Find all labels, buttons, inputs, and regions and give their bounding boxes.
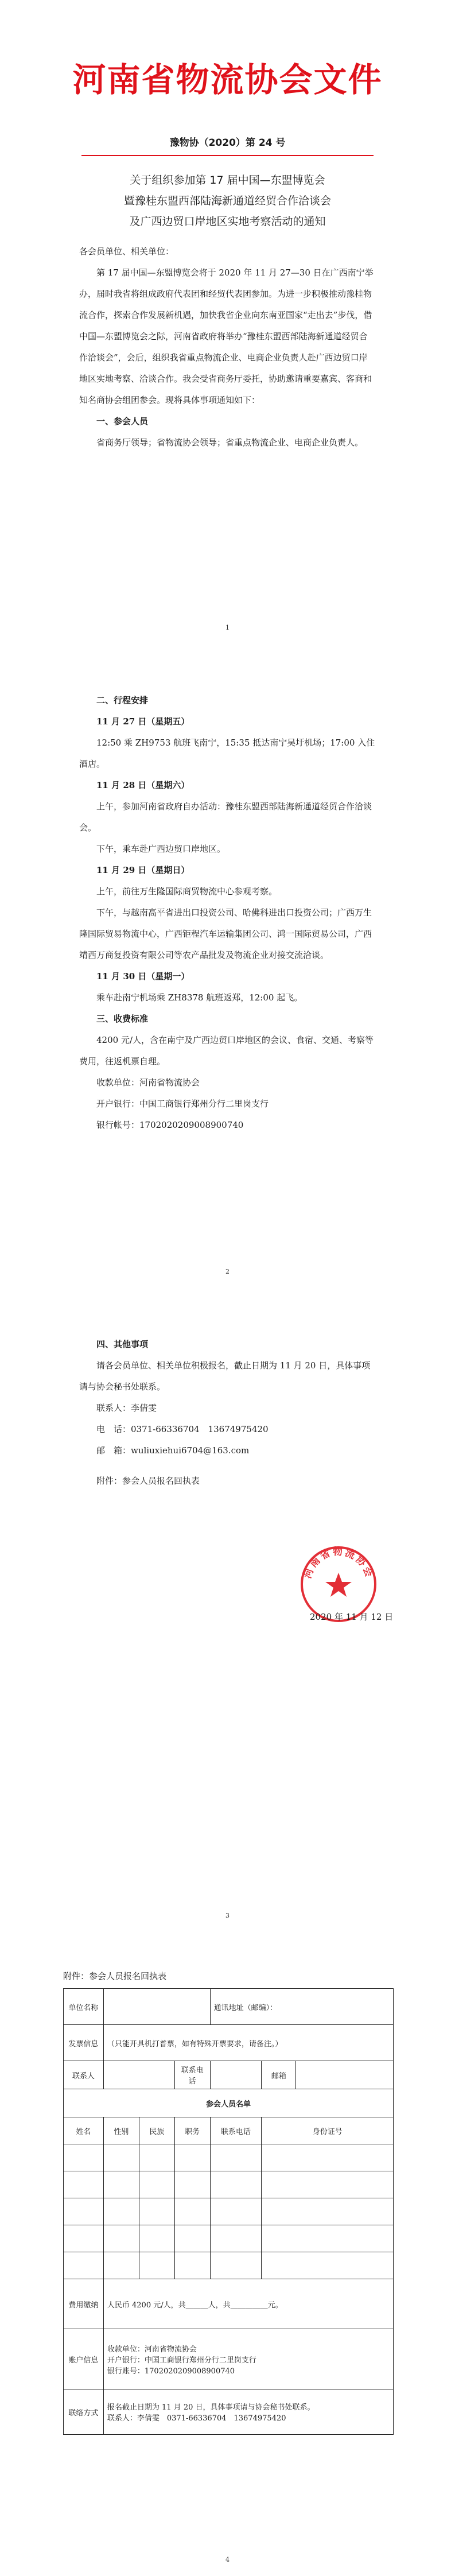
svg-text:河南省物流协会: 河南省物流协会 [302,1546,375,1580]
day-date: 11 月 30 日（星期一） [96,971,190,981]
invoice-field[interactable]: （只能开具机打普票，如有特殊开票要求，请备注。） [103,2025,393,2061]
section4-heading: 四、其他事项 [96,1339,149,1349]
cell-input[interactable] [174,2225,210,2252]
notice-title-line: 及广西边贸口岸地区实地考察活动的通知 [129,215,326,228]
fee-text: 4200 元/人，含在南宁及广西边贸口岸地区的会议、食宿、交通、考察等费用，往返机票自理。 [79,1035,374,1066]
cell-input[interactable] [210,2198,262,2225]
issue-date: 2020 年 11 月 12 日 [310,1612,394,1622]
section1-heading: 一、参会人员 [96,416,149,426]
liaison-label: 联络方式 [64,2389,104,2435]
itinerary-section [79,690,375,1136]
page-number: 3 [225,1912,230,1919]
contact-field[interactable] [103,2061,174,2089]
cell-input[interactable] [103,2171,139,2198]
table-row [64,2225,394,2252]
payee-text: 收款单位：河南省物流协会 [96,1077,200,1088]
cell-input[interactable] [64,2171,104,2198]
day-item: 下午，与越南高平省进出口投资公司、哈佛科进出口投资公司；广西万生隆国际贸易物流中心，广西钜程汽车运输集团公司、鸿一国际贸易公司，广西靖西万商复投资有限公司等农产品批发及物流企业对接交流洽谈。 [79,907,372,960]
account-info [103,2329,393,2389]
org-title: 河南省物流协会文件 [72,60,383,99]
section4-text: 请各会员单位、相关单位积极报名，截止日期为 11 月 20 日，具体事项请与协会秘书处联系。 [79,1360,371,1392]
registration-form [63,1988,394,2435]
col-title: 职务 [174,2117,210,2144]
page-3 [0,1288,455,1932]
cell-input[interactable] [262,2171,394,2198]
day-date: 11 月 28 日（星期六） [96,780,190,790]
unit-name-label: 单位名称 [64,1989,104,2025]
table-row [64,2198,394,2225]
email-label: 邮箱 [262,2061,296,2089]
cell-input[interactable] [262,2144,394,2171]
cell-input[interactable] [139,2225,174,2252]
cell-input[interactable] [64,2225,104,2252]
contact-label: 联系人 [64,2061,104,2089]
unit-name-field[interactable] [103,1989,210,2025]
account-payee: 收款单位：河南省物流协会 [107,2345,197,2354]
contact-phone: 电 话：0371-66336704 13674975420 [96,1424,269,1434]
col-name: 姓名 [64,2117,104,2144]
cell-input[interactable] [139,2144,174,2171]
account-bank: 开户银行：中国工商银行郑州分行二里岗支行 [107,2356,256,2365]
cell-input[interactable] [139,2171,174,2198]
cell-input[interactable] [174,2198,210,2225]
page-number: 4 [225,2556,230,2563]
page-1 [0,0,455,644]
cell-input[interactable] [210,2144,262,2171]
cell-input[interactable] [210,2252,262,2279]
notice-body [79,241,375,453]
account-label: 账户信息 [64,2329,104,2389]
day-item: 上午，参加河南省政府自办活动：豫桂东盟西部陆海新通道经贸合作洽谈会。 [79,801,372,833]
cell-input[interactable] [139,2252,174,2279]
table-row [64,2144,394,2171]
col-ethnicity: 民族 [139,2117,174,2144]
intro-paragraph: 第 17 届中国—东盟博览会将于 2020 年 11 月 27—30 日在广西南宁举办，届时我省将组成政府代表团和经贸代表团参加。为进一步积极推动豫桂物流合作，探索合作发展新机遇，加快我省企业向东南亚国家“走出去”步伐，借中国—东盟博览会之际，河南省政府将举办“豫桂东盟西部陆海新通道经贸合作洽谈会”，会后，组织我省重点物流企业、电商企业负责人赴广西边贸口岸地区实地考察、洽谈合作。我会受省商务厅委托，协助邀请重要嘉宾、客商和知名商协会组团参会。现将具体事项通知如下： [79,267,374,405]
account-number: 银行账号：1702020209008900740 [107,2366,235,2376]
contact-email: 邮 箱：wuliuxiehui6704@163.com [96,1445,250,1456]
day-item: 12:50 乘 ZH9753 航班飞南宁，15:35 抵达南宁吴圩机场；17:00 入住酒店。 [79,738,375,769]
contact-person: 联系人：李倩雯 [96,1403,157,1413]
cell-input[interactable] [174,2144,210,2171]
day-date: 11 月 29 日（星期日） [96,865,190,875]
phone-label: 联系电话 [174,2061,210,2089]
cell-input[interactable] [139,2198,174,2225]
day-item: 乘车赴南宁机场乘 ZH8378 航班返郑，12:00 起飞。 [96,992,303,1003]
cell-input[interactable] [64,2252,104,2279]
notice-title-line: 暨豫桂东盟西部陆海新通道经贸合作洽谈会 [123,195,331,207]
col-tel: 联系电话 [210,2117,262,2144]
section3-heading: 三、收费标准 [96,1014,149,1024]
day-date: 11 月 27 日（星期五） [96,716,190,727]
section2-heading: 二、行程安排 [96,695,149,705]
cell-input[interactable] [64,2144,104,2171]
day-item: 下午，乘车赴广西边贸口岸地区。 [96,844,226,854]
cell-input[interactable] [103,2225,139,2252]
page-4 [0,1932,455,2576]
fee-label: 费用缴纳 [64,2279,104,2329]
day-item: 上午，前往万生隆国际商贸物流中心参观考察。 [96,886,278,897]
section1-text: 省商务厅领导；省物流协会领导；省重点物流企业、电商企业负责人。 [96,437,364,448]
address-field[interactable]: 通讯地址（邮编）： [210,1989,393,2025]
liaison-text: 报名截止日期为 11 月 20 日，具体事项请与协会秘书处联系。 [107,2403,315,2412]
other-matters-section [79,1334,375,1492]
fee-field[interactable]: 人民币 4200 元/人，共＿＿＿人，共＿＿＿＿＿元。 [103,2279,393,2329]
phone-field[interactable] [210,2061,262,2089]
cell-input[interactable] [103,2144,139,2171]
cell-input[interactable] [210,2171,262,2198]
col-id-no: 身份证号 [262,2117,394,2144]
account-text: 银行帐号：1702020209008900740 [96,1120,244,1130]
page-2 [0,644,455,1288]
table-row [64,2252,394,2279]
cell-input[interactable] [103,2252,139,2279]
form-caption: 附件：参会人员报名回执表 [63,1971,167,1981]
bank-text: 开户银行：中国工商银行郑州分行二里岗支行 [96,1099,269,1109]
cell-input[interactable] [262,2225,394,2252]
page-number: 2 [225,1268,230,1275]
cell-input[interactable] [210,2225,262,2252]
notice-title-line: 关于组织参加第 17 届中国—东盟博览会 [130,174,325,187]
email-field[interactable] [296,2061,394,2089]
cell-input[interactable] [262,2198,394,2225]
participants-heading: 参会人员名单 [64,2089,394,2117]
cell-input[interactable] [103,2198,139,2225]
salutation: 各会员单位、相关单位： [79,246,174,257]
cell-input[interactable] [64,2198,104,2225]
doc-number: 豫物协（2020）第 24 号 [169,137,286,149]
liaison-info [103,2389,393,2435]
col-gender: 性别 [103,2117,139,2144]
red-divider [81,155,374,156]
cell-input[interactable] [174,2171,210,2198]
table-row [64,2171,394,2198]
cell-input[interactable] [262,2252,394,2279]
notice-title [80,170,375,232]
cell-input[interactable] [174,2252,210,2279]
invoice-label: 发票信息 [64,2025,104,2061]
page-number: 1 [225,624,230,631]
attachment-note: 附件：参会人员报名回执表 [96,1476,200,1486]
liaison-person: 联系人：李倩雯 0371-66336704 13674975420 [107,2414,286,2423]
